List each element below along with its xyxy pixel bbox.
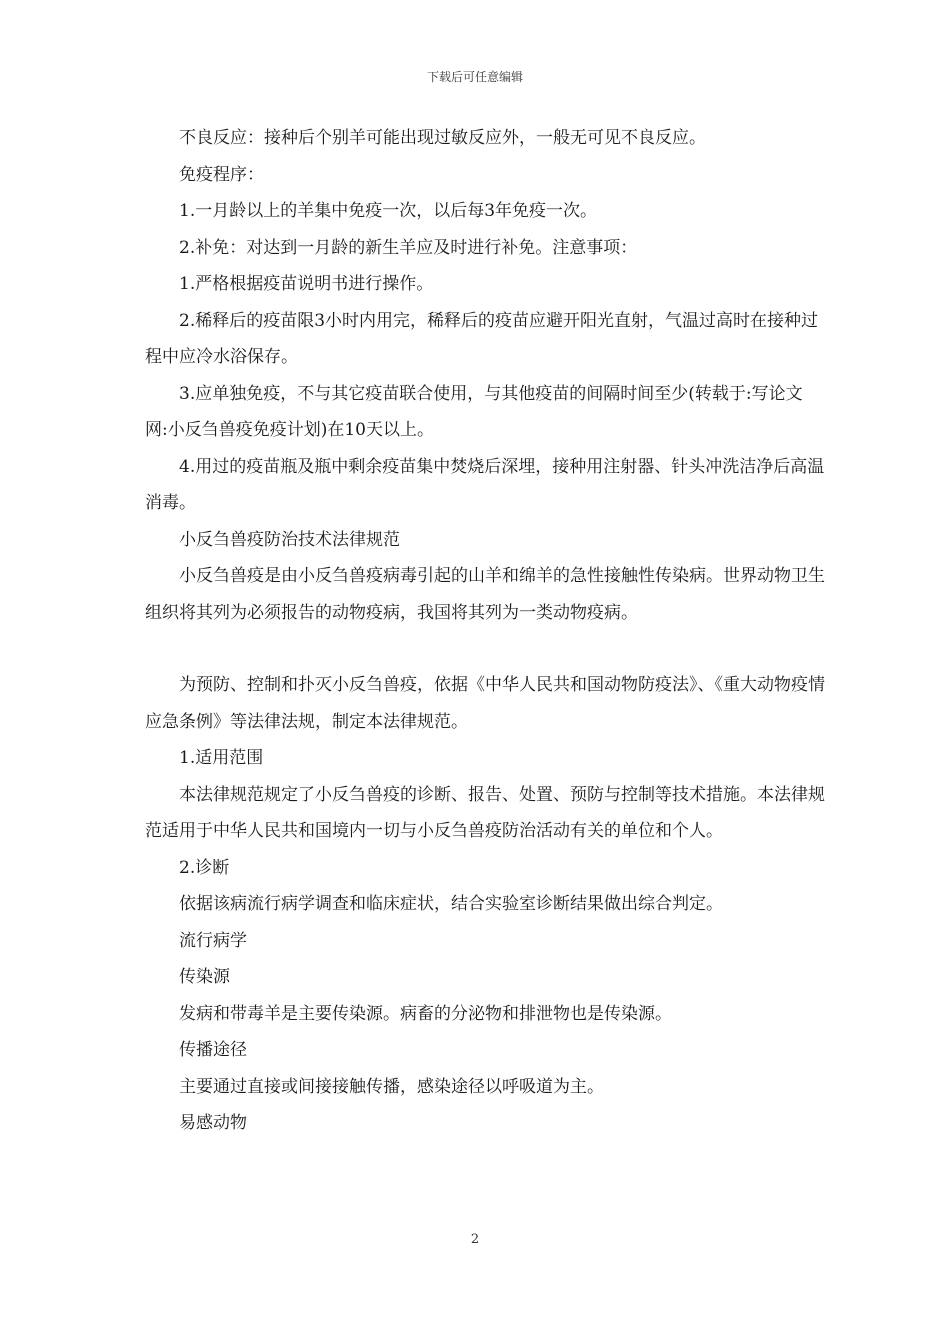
paragraph-note-2: 2.稀释后的疫苗限3小时内用完，稀释后的疫苗应避开阳光直射，气温过高时在接种过程中应冷水浴保存。 xyxy=(145,310,819,367)
section-scope-heading: 1.适用范围 xyxy=(179,748,264,768)
page-header-note: 下载后可任意编辑 xyxy=(426,70,523,84)
subheading-susceptible-animals: 易感动物 xyxy=(179,1113,247,1133)
paragraph-diagnosis: 依据该病流行病学调查和临床症状，结合实验室诊断结果做出综合判定。 xyxy=(179,894,723,914)
section-title-ppr-regulation: 小反刍兽疫防治技术法律规范 xyxy=(179,529,400,550)
paragraph-immunization-program: 免疫程序： xyxy=(179,164,264,185)
paragraph-scope: 本法律规范规定了小反刍兽疫的诊断、报告、处置、预防与控制等技术措施。本法律规范适用于中华人民共和国境内一切与小反刍兽疫防治活动有关的单位和个人。 xyxy=(145,784,825,841)
paragraph-immunization-step-2: 2.补免：对达到一月龄的新生羊应及时进行补免。注意事项： xyxy=(179,237,638,258)
subheading-transmission-route: 传播途径 xyxy=(179,1040,247,1060)
paragraph-purpose: 为预防、控制和扑灭小反刍兽疫，依据《中华人民共和国动物防疫法》、《重大动物疫情应急条例》等法律法规，制定本法律规范。 xyxy=(145,675,825,732)
paragraph-transmission-route: 主要通过直接或间接接触传播，感染途径以呼吸道为主。 xyxy=(179,1076,604,1097)
subheading-epidemiology: 流行病学 xyxy=(179,930,247,951)
paragraph-immunization-step-1: 1.一月龄以上的羊集中免疫一次，以后每3年免疫一次。 xyxy=(179,201,598,221)
paragraph-note-1: 1.严格根据疫苗说明书进行操作。 xyxy=(179,274,434,294)
document-body xyxy=(145,120,825,1142)
page-number: 2 xyxy=(470,1232,480,1247)
paragraph-ppr-definition: 小反刍兽疫是由小反刍兽疫病毒引起的山羊和绵羊的急性接触性传染病。世界动物卫生组织将其列为必须报告的动物疫病，我国将其列为一类动物疫病。 xyxy=(145,566,825,623)
paragraph-infection-source: 发病和带毒羊是主要传染源。病畜的分泌物和排泄物也是传染源。 xyxy=(179,1003,672,1024)
paragraph-adverse-reaction: 不良反应：接种后个别羊可能出现过敏反应外，一般无可见不良反应。 xyxy=(179,128,706,148)
paragraph-note-3: 3.应单独免疫，不与其它疫苗联合使用，与其他疫苗的间隔时间至少(转载于:写论文网:小反刍兽疫免疫计划)在10天以上。 xyxy=(145,383,803,440)
subheading-infection-source: 传染源 xyxy=(179,967,230,987)
paragraph-gap xyxy=(145,631,825,667)
section-diagnosis-heading: 2.诊断 xyxy=(179,857,230,878)
paragraph-note-4: 4.用过的疫苗瓶及瓶中剩余疫苗集中焚烧后深埋，接种用注射器、针头冲洗洁净后高温消毒。 xyxy=(145,456,825,513)
